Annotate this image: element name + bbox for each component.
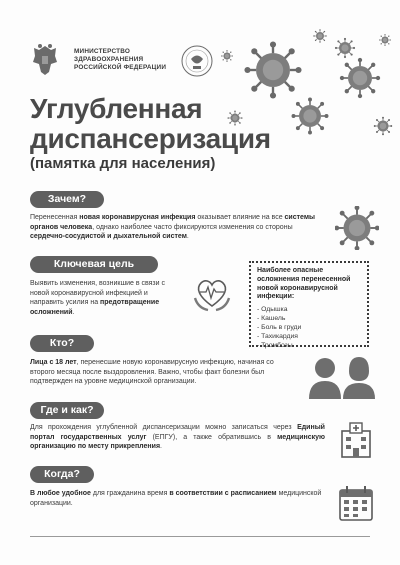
ministry-line-3: РОССИЙСКОЙ ФЕДЕРАЦИИ [74, 64, 167, 71]
section-text-goal [30, 279, 175, 317]
section-label-when: Когда? [30, 466, 94, 483]
why-text-3: , однако наиболее часто фиксируются изменения со стороны [92, 223, 293, 231]
complication-item: - Боль в груди [257, 324, 302, 332]
section-label-where: Где и как? [30, 402, 104, 419]
calendar-icon [336, 484, 376, 522]
where-bold-2: медицинскую организацию по месту прикрепления [30, 433, 325, 450]
page-title [30, 94, 271, 154]
goal-text-1: Выявить изменения, возникшие в связи с новой коронавирусной инфекцией и направить усилия на [30, 280, 165, 306]
goal-bold-1: предотвращение осложнений [30, 299, 160, 316]
page-subtitle: (памятка для населения) [30, 155, 216, 172]
why-text-4: . [186, 233, 189, 240]
where-bold-1: Единый портал государственных услуг [30, 424, 325, 441]
heart-hands-icon [192, 274, 232, 312]
why-text-2: оказывает влияние на все [195, 214, 285, 221]
where-text-2: (ЕПГУ), а также обратившись в [146, 433, 278, 441]
who-bold-1: Лица с 18 лет [30, 359, 77, 366]
complication-item: - Кашель [257, 315, 286, 323]
title-line-2: диспансеризация [30, 123, 271, 154]
where-text-3: . [160, 443, 162, 450]
who-text-1: , перенесшие новую коронавирусную инфекцию, начиная со второго месяца после выздоровления. Важно, чтобы факт болезни был подтвержден на уровне медицинской организации. [30, 359, 274, 385]
complication-item: - Тахикардия [257, 333, 298, 341]
why-bold-3: сердечно-сосудистой и дыхательной систем [30, 233, 187, 240]
where-text-1: Для прохождения углубленной диспансеризации можно записаться через [30, 424, 298, 431]
hospital-icon [336, 421, 376, 459]
section-label-why: Зачем? [30, 191, 104, 208]
coat-of-arms-icon [30, 42, 60, 78]
section-text-who [30, 358, 295, 387]
virus-icon [335, 206, 379, 250]
why-bold-1: новая коронавирусная инфекция [79, 214, 196, 221]
when-bold-2: в соответствии с расписанием [169, 490, 277, 497]
health-center-logo-icon [180, 44, 214, 78]
complication-item: - Тромбозы [257, 342, 293, 350]
footer-divider [30, 536, 370, 537]
section-label-who: Кто? [30, 335, 94, 352]
section-text-why [30, 213, 320, 242]
people-icon [305, 355, 377, 399]
ministry-name [74, 48, 166, 72]
ministry-line-2: ЗДРАВООХРАНЕНИЯ [74, 56, 144, 63]
complications-box [249, 261, 369, 350]
ministry-line-1: МИНИСТЕРСТВО [74, 48, 131, 55]
complication-item: - Одышка [257, 306, 288, 314]
section-text-when [30, 489, 325, 508]
complications-title: Наиболее опасные осложнения перенесенной новой коронавирусной инфекции: [257, 267, 351, 301]
when-text-1: для гражданина время [90, 490, 170, 497]
title-line-1: Углубленная [30, 93, 203, 124]
section-label-goal: Ключевая цель [30, 256, 158, 273]
why-text-1: Перенесенная [30, 214, 80, 221]
when-bold-1: В любое удобное [30, 490, 91, 497]
why-bold-2: системы органов человека [30, 214, 316, 231]
goal-text-2: . [72, 308, 75, 316]
when-text-2: медицинской организации. [30, 490, 322, 507]
section-text-where [30, 423, 325, 452]
